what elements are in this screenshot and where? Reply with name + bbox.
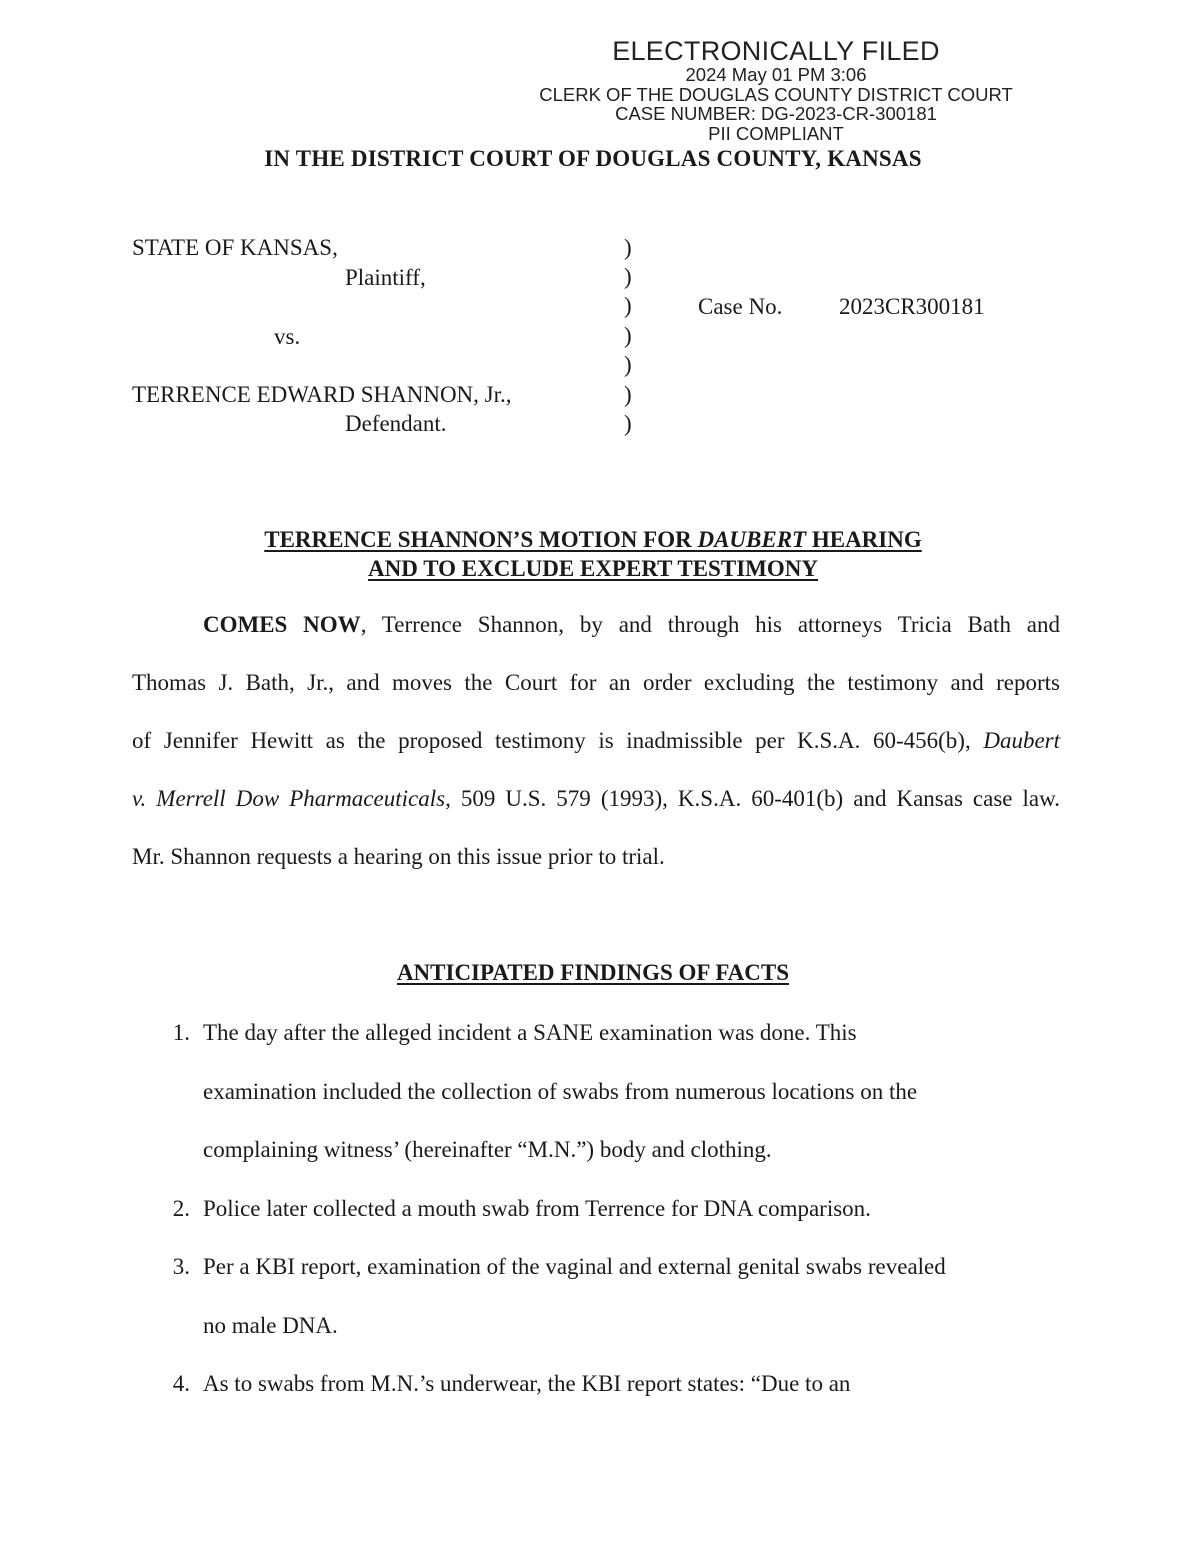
case-citation-italic: Daubert xyxy=(983,728,1060,753)
intro-text: of Jennifer Hewitt as the proposed testimony is inadmissible per K.S.A. 60-456(b), xyxy=(132,728,984,753)
findings-list xyxy=(160,1004,1060,1414)
case-number-label: Case No. xyxy=(698,294,783,319)
list-item-number: 1. xyxy=(172,1020,190,1045)
list-item xyxy=(160,1004,1060,1180)
findings-heading: ANTICIPATED FINDINGS OF FACTS xyxy=(396,960,790,985)
list-item xyxy=(160,1238,1060,1355)
filing-case-number: CASE NUMBER: DG-2023-CR-300181 xyxy=(615,103,937,124)
caption-paren: ) xyxy=(624,382,632,407)
case-citation-italic: v. Merrell Dow Pharmaceuticals xyxy=(132,786,446,811)
motion-title-italic: DAUBERT xyxy=(697,527,807,552)
intro-text: Thomas J. Bath, Jr., and moves the Court for an order excluding the testimony and reports xyxy=(132,670,1060,695)
defendant-role: Defendant. xyxy=(345,411,447,436)
motion-title-part: HEARING xyxy=(806,527,922,552)
list-item-text: no male DNA. xyxy=(203,1312,338,1338)
motion-title-line2: AND TO EXCLUDE EXPERT TESTIMONY xyxy=(368,556,818,581)
list-item-text: As to swabs from M.N.’s underwear, the KBI report states: “Due to an xyxy=(203,1371,851,1396)
filing-status: ELECTRONICALLY FILED xyxy=(612,36,940,66)
defendant-name: TERRENCE EDWARD SHANNON, Jr., xyxy=(132,382,512,407)
list-item xyxy=(160,1355,1060,1414)
list-item-text: examination included the collection of swabs from numerous locations on the xyxy=(203,1078,918,1104)
list-item-text: complaining witness’ (hereinafter “M.N.”) body and clothing. xyxy=(203,1137,772,1162)
intro-text: , 509 U.S. 579 (1993), K.S.A. 60-401(b) and Kansas case law. xyxy=(445,786,1060,811)
list-item-text: Police later collected a mouth swab from Terrence for DNA comparison. xyxy=(203,1195,871,1221)
caption-paren: ) xyxy=(624,293,632,318)
list-item-number: 3. xyxy=(172,1254,190,1279)
caption-paren: ) xyxy=(624,264,632,289)
list-item-text: Per a KBI report, examination of the vaginal and external genital swabs revealed xyxy=(203,1254,946,1279)
electronic-filing-stamp xyxy=(476,38,1076,143)
caption-paren: ) xyxy=(624,411,632,436)
intro-text: Mr. Shannon requests a hearing on this issue prior to trial. xyxy=(132,844,665,869)
filing-compliance: PII COMPLIANT xyxy=(708,122,844,144)
list-item-number: 2. xyxy=(172,1195,190,1221)
motion-title xyxy=(0,525,1186,583)
intro-text: , Terrence Shannon, by and through his attorneys Tricia Bath and xyxy=(360,612,1060,637)
comes-now-lead: COMES NOW xyxy=(203,612,361,637)
caption-paren: ) xyxy=(624,323,632,348)
caption-paren: ) xyxy=(624,235,632,260)
filing-datetime: 2024 May 01 PM 3:06 xyxy=(685,64,867,85)
list-item-text: The day after the alleged incident a SANE examination was done. This xyxy=(203,1020,857,1045)
motion-title-part: TERRENCE SHANNON’S MOTION FOR xyxy=(264,527,698,552)
list-item-number: 4. xyxy=(172,1371,190,1396)
intro-paragraph xyxy=(132,596,1060,886)
case-number-value: 2023CR300181 xyxy=(839,294,985,319)
caption-paren: ) xyxy=(624,352,632,377)
versus-label: vs. xyxy=(274,324,301,349)
court-title: IN THE DISTRICT COURT OF DOUGLAS COUNTY, KANSAS xyxy=(264,146,922,171)
plaintiff-name: STATE OF KANSAS, xyxy=(132,235,338,260)
list-item xyxy=(160,1180,1060,1239)
filing-clerk: CLERK OF THE DOUGLAS COUNTY DISTRICT COURT xyxy=(539,83,1013,105)
plaintiff-role: Plaintiff, xyxy=(345,265,426,290)
